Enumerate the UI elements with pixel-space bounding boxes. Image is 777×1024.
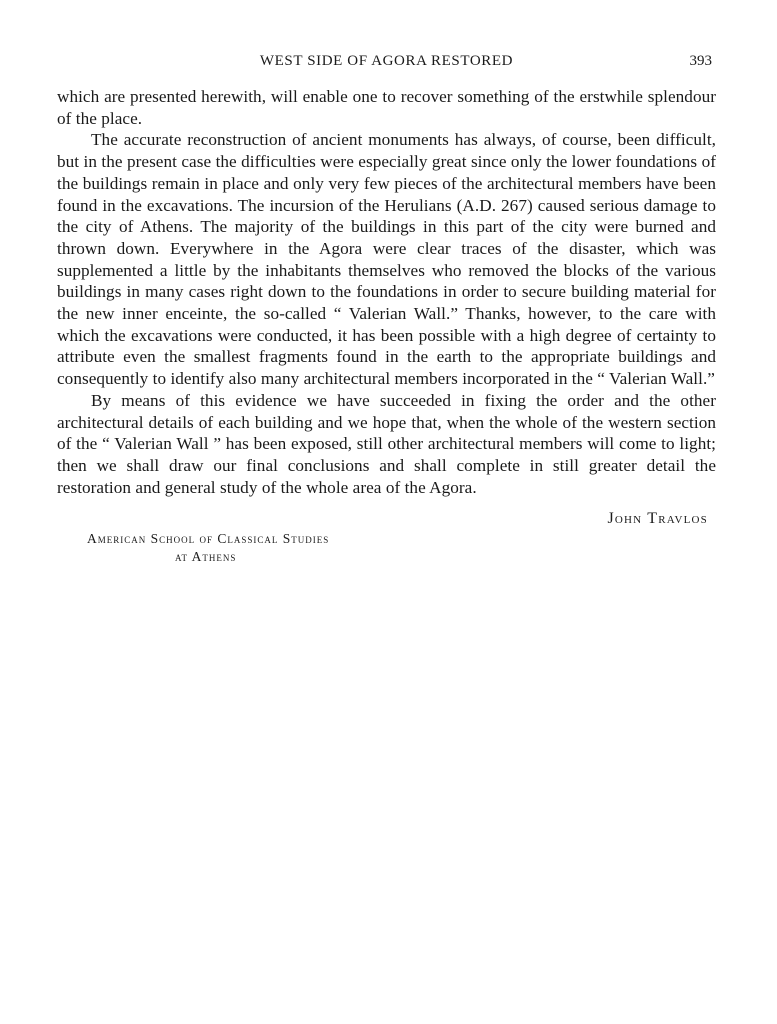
running-title: WEST SIDE OF AGORA RESTORED [259, 53, 514, 69]
page-number: 393 [689, 53, 712, 69]
paragraph-continuation: which are presented herewith, will enable one to recover something of the erstwhile splendour of the place. [57, 87, 716, 128]
running-head [57, 50, 716, 76]
author-signature: John Travlos [607, 510, 708, 528]
article-body [57, 86, 716, 498]
paragraph-evidence: By means of this evidence we have succeeded in fixing the order and the other architectural details of each building and we hope that, when the whole of the western section of the “ Valerian Wall ” has been exposed, still other architectural members will come to light; then we shall draw our final conclusions and shall complete in still greater detail the restoration and general study of the whole area of the Agora. [57, 390, 716, 497]
paragraph-reconstruction: The accurate reconstruction of ancient monuments has always, of course, been difficult, but in the present case the difficulties were especially great since only the lower foundations of the buildings remain in place and only very few pieces of the architectural members have been found in the excavations. The incursion of the Herulians (A.D. 267) caused serious damage to the city of Athens. The majority of the buildings in this part of the city were burned and thrown down. Everywhere in the Agora were clear traces of the disaster, which was supplemented a little by the inhabitants themselves who removed the blocks of the various buildings in many cases right down to the foundations in order to secure building material for the new inner enceinte, the so-called “ Valerian Wall.” Thanks, however, to the care with which the excavations were conducted, it has been possible with a high degree of certainty to attribute even the smallest fragments found in the earth to the appropriate buildings and consequently to identify also many architectural members incorporated in the “ Valerian Wall.” [57, 130, 716, 389]
author-affiliation [87, 530, 716, 566]
affiliation-institution: American School of Classical Studies [87, 531, 330, 547]
affiliation-location: at Athens [175, 549, 237, 565]
document-page [57, 50, 716, 566]
